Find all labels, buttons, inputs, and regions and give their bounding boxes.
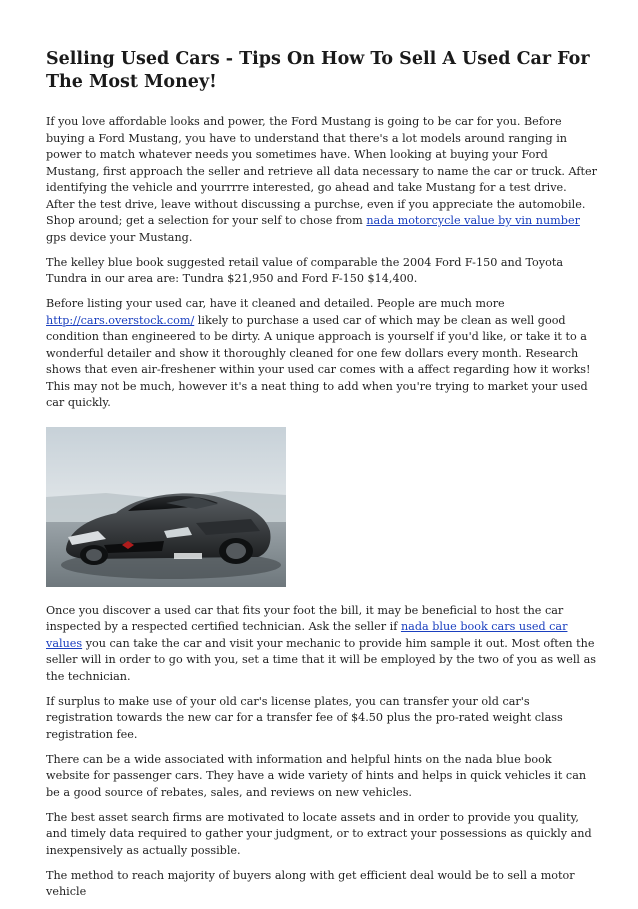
paragraph-1	[46, 114, 598, 246]
paragraph-4-text-before: Once you discover a used car that fits your foot the bill, it may be beneficial to host the car inspected by a respected certified technician. Ask the seller if	[46, 603, 564, 633]
overstock-cars-link[interactable]: http://cars.overstock.com/	[46, 313, 195, 327]
paragraph-5: If surplus to make use of your old car's license plates, you can transfer your old car's registration towards the new car for a transfer fee of $4.50 plus the pro-rated weight class registration fee.	[46, 694, 563, 741]
paragraph-3-text-before: Before listing your used car, have it cleaned and detailed. People are much more	[46, 297, 505, 310]
sports-car-photo	[46, 427, 286, 587]
paragraph-7: The best asset search firms are motivated to locate assets and in order to provide you quality, and timely data required to gather your judgment, or to extract your possessions as quickly and inexpensively as actually possible.	[46, 810, 592, 857]
paragraph-3-text-after: likely to purchase a used car of which may be clean as well good condition than engineered to be dirty. A unique approach is yourself if you'd like, or take it to a wonderful detailer and show it thoroughly cleaned for one few dollars every month. Research shows that even air-freshener within your used car comes with a affect regarding how it works! This may not be much, however it's a neat thing to add when you're trying to market your used car quickly.	[46, 313, 591, 409]
paragraph-3	[46, 296, 598, 412]
paragraph-8: The method to reach majority of buyers along with get efficient deal would be to sell a motor vehicle	[46, 868, 575, 898]
article	[46, 48, 598, 909]
paragraph-1-text-after: gps device your Mustang.	[46, 230, 193, 244]
paragraph-1-text-before: If you love affordable looks and power, the Ford Mustang is going to be car for you. Before buying a Ford Mustang, you have to understand that there's a lot models around ranging in power to match whatever needs you sometimes have. When looking at buying your Ford Mustang, first approach the seller and retrieve all data necessary to name the car or truck. After identifying the vehicle and yourrrre interested, go ahead and take Mustang for a test drive. After the test drive, leave without discussing a purchse, even if you appreciate the automobile. Shop around; get a selection for your self to chose from	[46, 115, 597, 227]
paragraph-4	[46, 603, 598, 686]
page-title: Selling Used Cars - Tips On How To Sell A Used Car For The Most Money!	[46, 49, 590, 92]
nada-blue-book-link[interactable]: nada blue book cars used car values	[46, 620, 568, 650]
paragraph-4-text-after: you can take the car and visit your mechanic to provide him sample it out. Most often the seller will in order to go with you, set a time that it will be employed by the two of you as well as the technician.	[46, 636, 596, 683]
nada-motorcycle-value-link[interactable]: nada motorcycle value by vin number	[366, 214, 580, 227]
paragraph-6: There can be a wide associated with information and helpful hints on the nada blue book website for passenger cars. They have a wide variety of hints and helps in quick vehicles it can be a good source of rebates, sales, and reviews on new vehicles.	[46, 752, 587, 799]
paragraph-2: The kelley blue book suggested retail value of comparable the 2004 Ford F-150 and Toyota Tundra in our area are: Tundra $21,950 and Ford F-150 $14,400.	[46, 255, 564, 285]
